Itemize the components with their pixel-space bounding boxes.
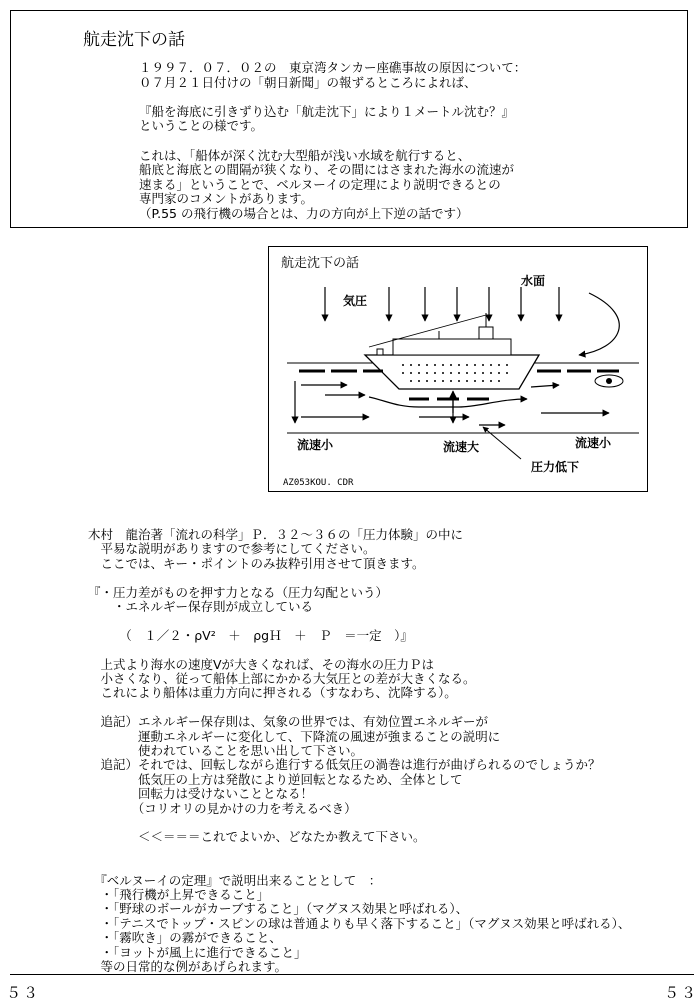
text-line: ・「霧吹き」の霧ができること、 (88, 930, 282, 946)
text-line: ・「野球のボールがカーブすること」（マグヌス効果と呼ばれる）、 (88, 901, 469, 917)
text-line: ・「テニスでトップ・スピンの球は普通よりも早く落下すること」（マグヌス効果と呼ばれる）、 (88, 915, 631, 931)
blank-line (88, 571, 630, 585)
text-line: 小さくなり、従って船体上部にかかる大気圧との差が大きくなる。 (88, 671, 476, 687)
blank-line (139, 90, 526, 105)
tanker-ship (365, 313, 539, 389)
text-line: ということの様です。 (139, 118, 264, 134)
blank-line (88, 816, 630, 830)
text-line: 速まる」ということで、ベルヌーイの定理により説明できるとの (139, 176, 501, 192)
page-number-right: ５３ (664, 984, 699, 1002)
intro-box (10, 10, 688, 228)
text-line: ＜＜＝＝＝これでよいか、どなたか教えて下さい。 (88, 829, 426, 845)
intro-text (139, 61, 526, 222)
text-line: 『船を海底に引きずり込む「航走沈下」により１メートル沈む？』 (139, 103, 515, 119)
footer-rule (10, 974, 694, 975)
water-surface-pointer (579, 293, 619, 355)
text-line: 追記）エネルギー保存則は、気象の世界では、有効位置エネルギーが (88, 714, 489, 730)
text-line: 低気圧の上方は発散により逆回転となるため、全体として (88, 771, 463, 787)
text-line: ・エネルギー保存則が成立している (88, 599, 314, 615)
blank-line (139, 134, 526, 149)
text-line: ・「ヨットが風上に進行できること」 (88, 944, 307, 960)
blank-line (88, 845, 630, 859)
main-text (88, 528, 630, 974)
blank-line (88, 859, 630, 873)
flow-fast-label: 流速大 (443, 440, 480, 454)
text-line: 上式より海水の速度Vが大きくなれば、その海水の圧力Ｐは (88, 656, 435, 672)
text-line: ここでは、キー・ポイントのみ抜粋引用させて頂きます。 (88, 555, 425, 571)
text-line: 追記）それでは、回転しながら進行する低気圧の渦巻は進行が曲げられるのでしょうか？ (88, 757, 601, 773)
diagram-title: 航走沈下の話 (281, 256, 360, 271)
flow-slow-left-label: 流速小 (297, 438, 334, 452)
text-line: ・「飛行機が上昇できること」 (88, 887, 270, 903)
air-pressure-label: 気圧 (343, 294, 368, 308)
blank-line (88, 643, 630, 657)
text-line: これにより船体は重力方向に押される（すなわち、沈降する）。 (88, 685, 457, 701)
eddy-symbol (595, 375, 623, 387)
text-line: （P.55 の飛行機の場合とは、力の方向が上下逆の話です） (139, 205, 469, 221)
ship-squat-diagram (268, 246, 648, 492)
text-line: 木村 龍治著「流れの科学」Ｐ．３２～３６の「圧力体験」の中に (88, 527, 464, 542)
text-line: 等の日常的な例があげられます。 (88, 959, 288, 975)
water-surface-label: 水面 (521, 274, 546, 288)
blank-line (88, 614, 630, 628)
text-line: 専門家のコメントがあります。 (139, 191, 314, 207)
text-line: これは、「船体が深く沈む大型船が浅い水域を航行すると、 (139, 147, 471, 163)
text-line: １９９７．０７．０２の 東京湾タンカー座礁事故の原因について： (139, 60, 527, 75)
page-number-left: ５３ (6, 984, 41, 1002)
text-line: ０７月２１日付けの「朝日新聞」の報ずるところによれば、 (139, 74, 477, 90)
figure-file-name: AZ053KOU. CDR (283, 478, 354, 488)
text-line: （コリオリの見かけの力を考えるべき） (88, 800, 357, 816)
text-line: 『ベルヌーイの定理』で説明出来ることとして ： (88, 872, 382, 888)
intro-title: 航走沈下の話 (83, 30, 185, 50)
text-line: 使われていることを思い出して下さい。 (88, 743, 364, 759)
text-line: 運動エネルギーに変化して、下降流の風速が強まることの説明に (88, 728, 501, 744)
pressure-drop-pointer (483, 427, 521, 459)
blank-line (88, 701, 630, 715)
text-line: 回転力は受けないこととなる！ (88, 786, 314, 802)
flow-slow-right-label: 流速小 (575, 436, 612, 450)
text-line: 船底と海底との間隔が狭くなり、その間にはさまれた海水の流速が (139, 162, 515, 178)
text-line: 『・圧力差がものを押す力となる（圧力勾配という） (88, 584, 389, 600)
diagram-canvas (269, 247, 649, 493)
text-line: 平易な説明がありますので参考にしてください。 (88, 541, 376, 557)
text-line: （ １／２・ρV² ＋ ρgＨ ＋ Ｐ ＝一定 ）』 (88, 627, 413, 643)
pressure-drop-label: 圧力低下 (531, 460, 580, 474)
